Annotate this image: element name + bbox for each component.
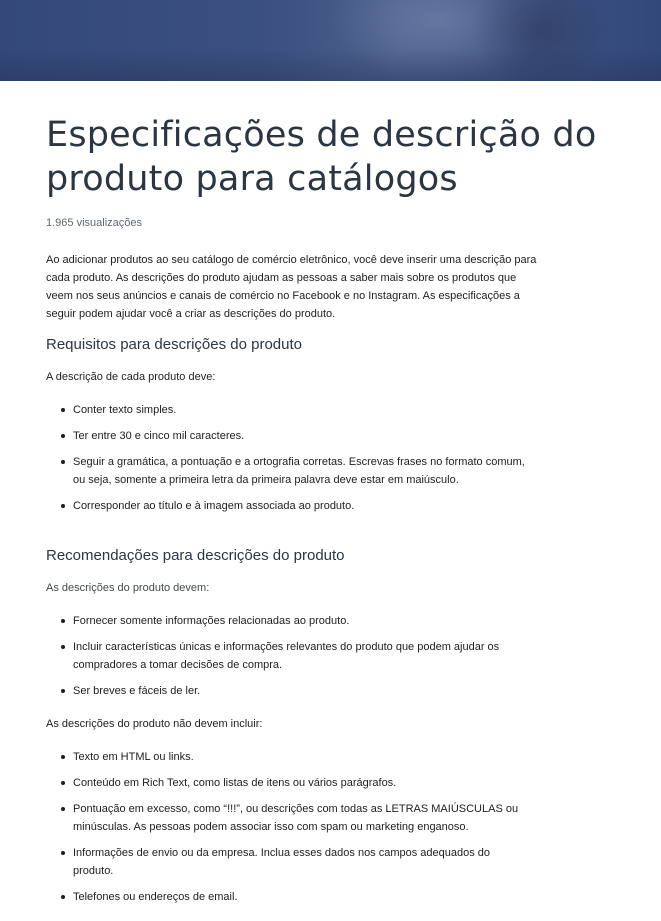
bullet-icon xyxy=(61,619,65,623)
recommendations-heading: Recomendações para descrições do produto xyxy=(46,547,345,564)
list-item xyxy=(46,638,528,674)
bullet-icon xyxy=(61,755,65,759)
list-item xyxy=(46,401,528,419)
page-title: Especificações de descrição do produto para catálogos xyxy=(46,115,597,199)
bullet-icon xyxy=(61,895,65,899)
view-count: 1.965 visualizações xyxy=(46,217,143,229)
list-item xyxy=(46,497,528,515)
list-item-text: Incluir características únicas e informações relevantes do produto que podem ajudar os compradores a tomar decisões de compra. xyxy=(73,641,500,671)
requirements-list xyxy=(46,401,566,515)
list-item xyxy=(46,774,533,792)
list-item xyxy=(46,453,528,489)
bullet-icon xyxy=(61,645,65,649)
list-item-text: Fornecer somente informações relacionadas ao produto. xyxy=(73,615,350,627)
bullet-icon xyxy=(61,807,65,811)
list-item xyxy=(46,682,528,700)
bullet-icon xyxy=(61,851,65,855)
list-item-text: Texto em HTML ou links. xyxy=(73,751,194,763)
list-item-text: Ter entre 30 e cinco mil caracteres. xyxy=(73,430,245,442)
list-item xyxy=(46,427,528,445)
list-item-text: Conteúdo em Rich Text, como listas de itens ou vários parágrafos. xyxy=(73,777,397,789)
recommendations-list xyxy=(46,612,566,700)
requirements-heading: Requisitos para descrições do produto xyxy=(46,336,302,353)
hero-banner xyxy=(0,0,661,81)
list-item-text: Pontuação em excesso, como “!!!”, ou descrições com todas as LETRAS MAIÚSCULAS ou minúsculas. As pessoas podem associar isso com spam ou marketing enganoso. xyxy=(73,803,519,833)
hero-image-overlay xyxy=(0,0,661,81)
list-item-text: Seguir a gramática, a pontuação e a ortografia corretas. Escrevas frases no formato comum, ou seja, somente a primeira letra da primeira palavra deve estar em maiúsculo. xyxy=(73,456,525,486)
list-item xyxy=(46,800,533,836)
list-item xyxy=(46,748,533,766)
recommendations-lead: As descrições do produto devem: xyxy=(46,582,210,594)
list-item-text: Corresponder ao título e à imagem associada ao produto. xyxy=(73,500,355,512)
bullet-icon xyxy=(61,504,65,508)
bullet-icon xyxy=(61,781,65,785)
article-content xyxy=(46,81,597,914)
list-item-text: Ser breves e fáceis de ler. xyxy=(73,685,201,697)
list-item-text: Informações de envio ou da empresa. Inclua esses dados nos campos adequados do produto. xyxy=(73,847,491,877)
list-item-text: Conter texto simples. xyxy=(73,404,177,416)
requirements-lead: A descrição de cada produto deve: xyxy=(46,371,216,383)
bullet-icon xyxy=(61,434,65,438)
list-item xyxy=(46,844,533,880)
list-item xyxy=(46,888,533,906)
exclusions-lead: As descrições do produto não devem incluir: xyxy=(46,718,263,730)
bullet-icon xyxy=(61,408,65,412)
list-item xyxy=(46,612,528,630)
bullet-icon xyxy=(61,689,65,693)
bullet-icon xyxy=(61,460,65,464)
intro-paragraph: Ao adicionar produtos ao seu catálogo de comércio eletrônico, você deve inserir uma descrição para cada produto. As descrições do produto ajudam as pessoas a saber mais sobre os produtos que veem nos seus anúncios e canais de comércio no Facebook e no Instagram. As especificações a seguir podem ajudar você a criar as descrições do produto. xyxy=(46,254,537,320)
exclusions-list xyxy=(46,748,566,906)
list-item-text: Telefones ou endereços de email. xyxy=(73,891,238,903)
